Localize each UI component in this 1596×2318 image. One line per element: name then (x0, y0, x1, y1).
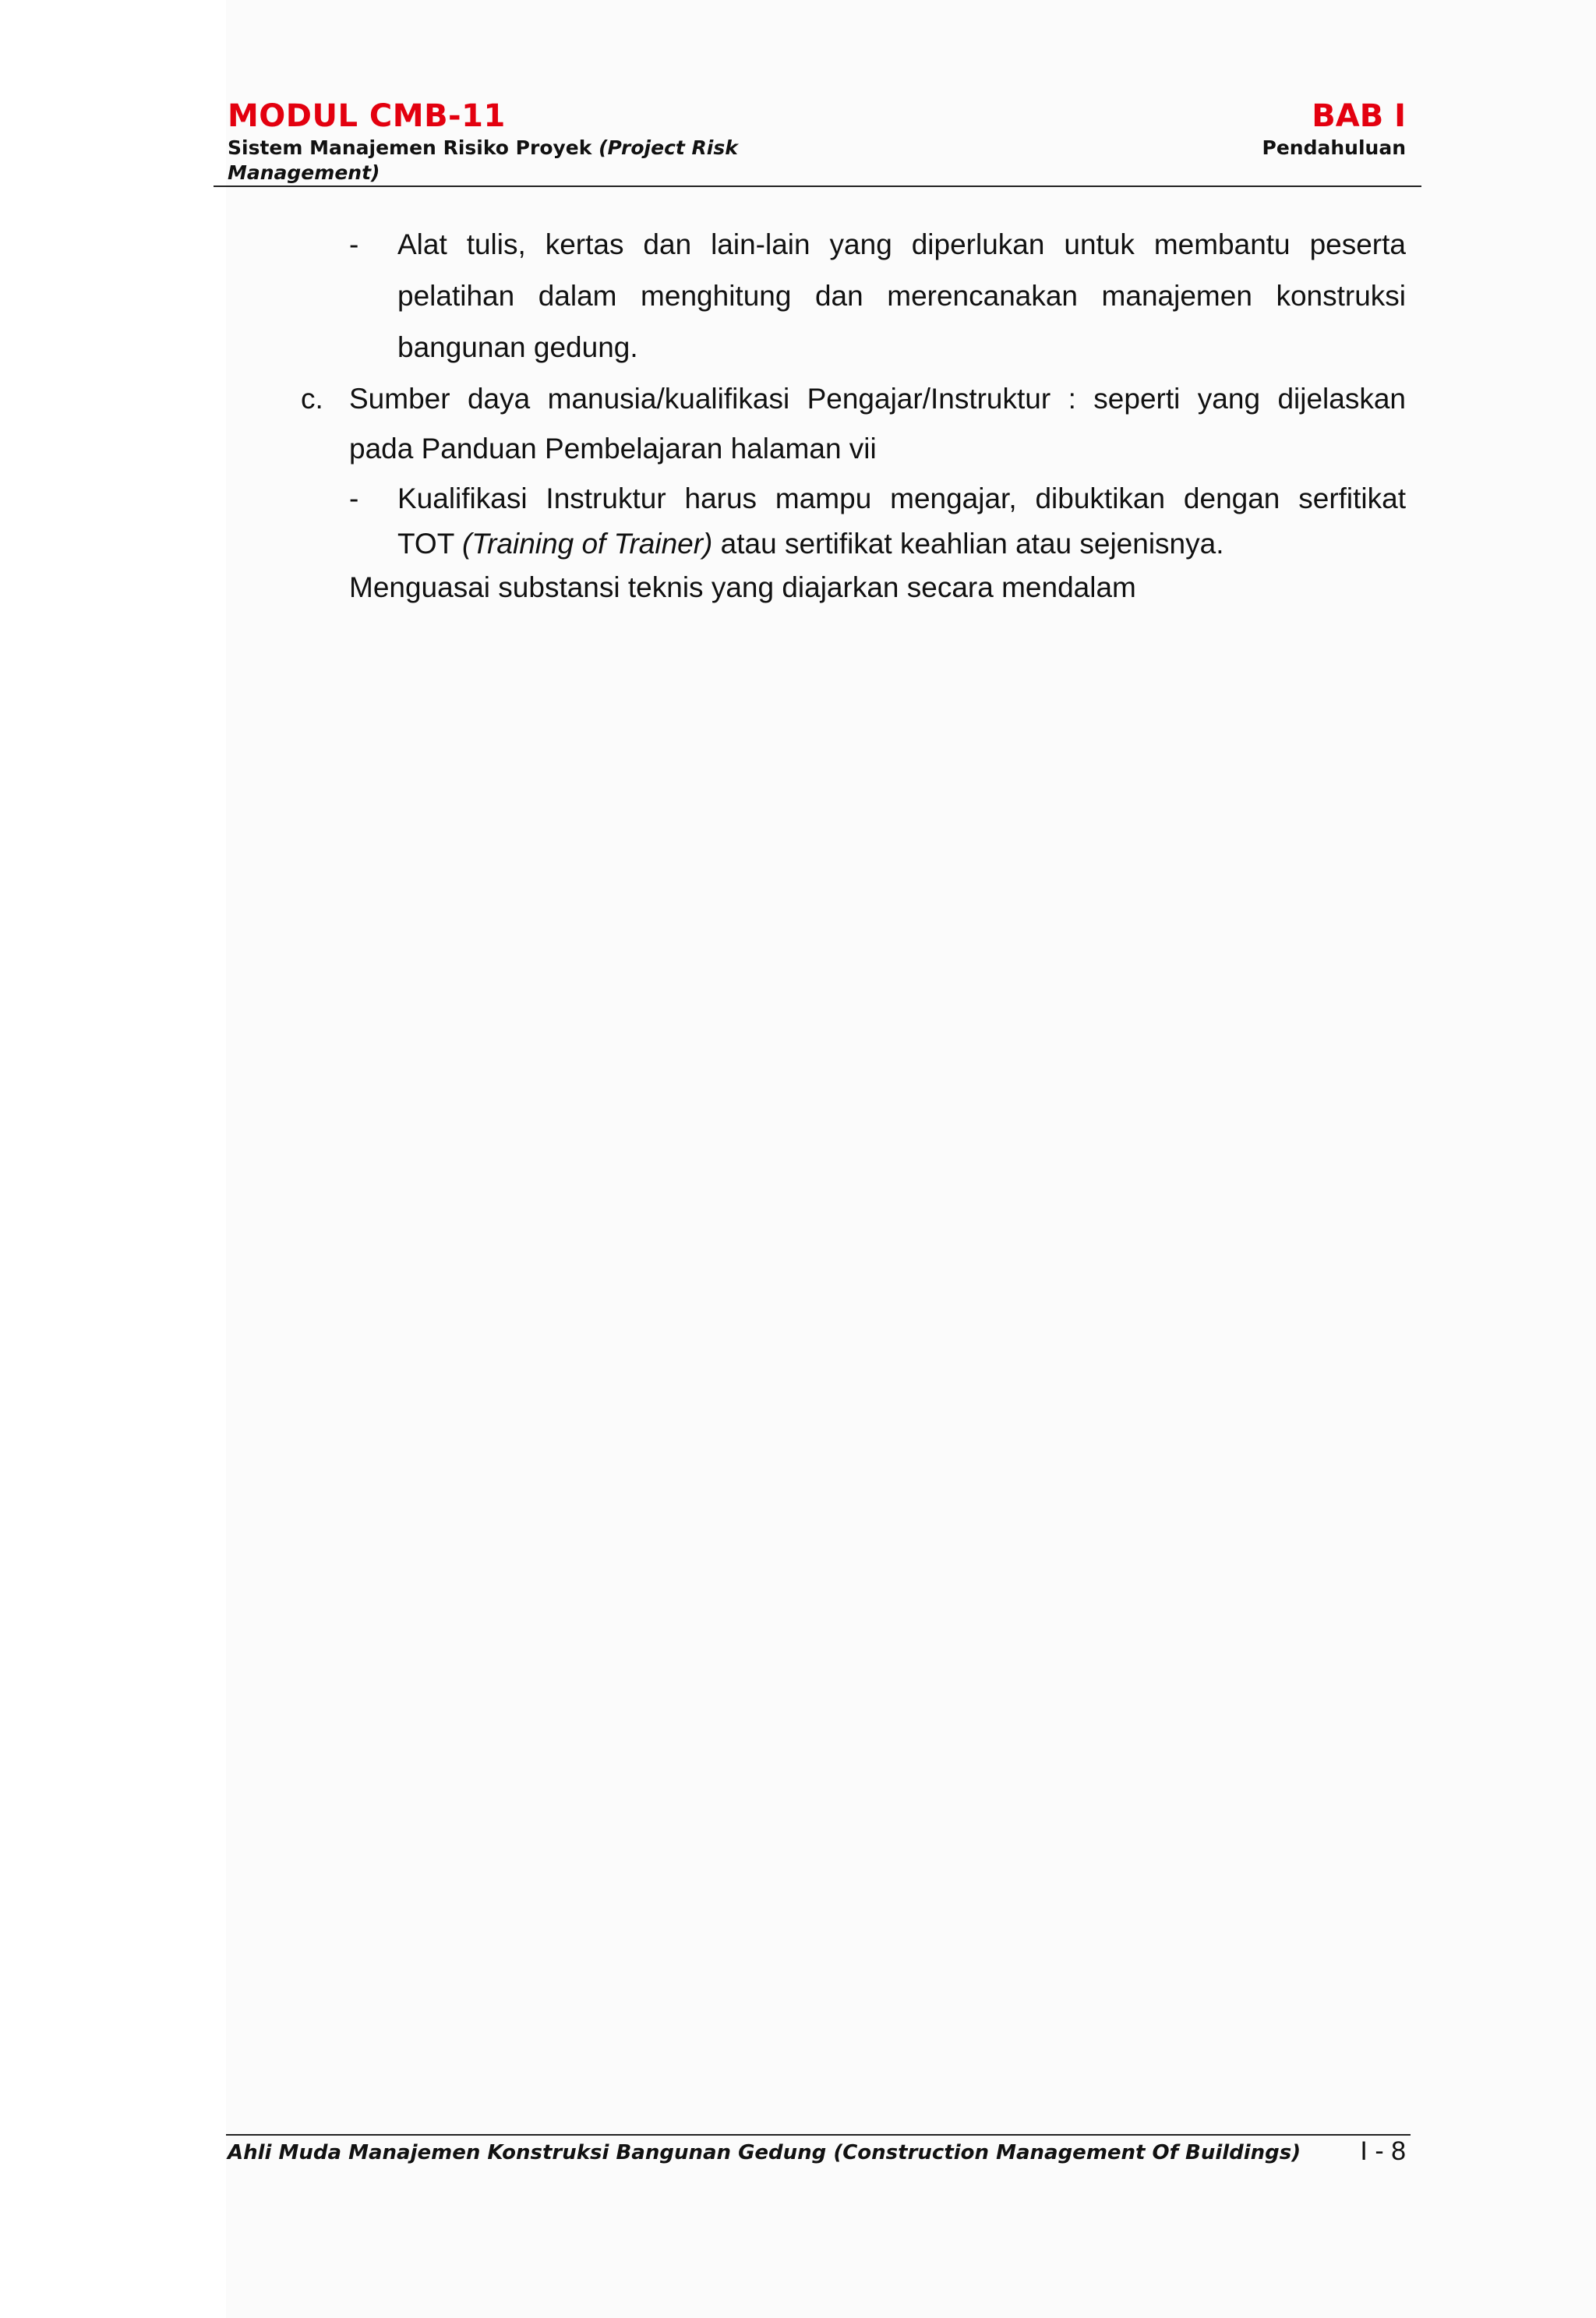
bullet-1-line-3: bangunan gedung. (397, 331, 638, 363)
bullet-dash-1: - (349, 228, 359, 260)
header-right (1016, 97, 1406, 161)
item-c-line-2: pada Panduan Pembelajaran halaman vii (349, 433, 877, 465)
module-subtitle (228, 136, 789, 186)
module-subtitle-italic: (Project Risk Management) (228, 136, 738, 184)
module-title: MODUL CMB-11 (228, 98, 506, 134)
bullet-2-line-2-post: atau sertifikat keahlian atau sejenisnya. (712, 528, 1224, 560)
chapter-subtitle: Pendahuluan (1262, 136, 1406, 159)
footer-text: Ahli Muda Manajemen Konstruksi Bangunan Gedung (Construction Management Of Buildings) (228, 2141, 1301, 2164)
page-number: I - 8 (1360, 2136, 1406, 2166)
header-divider (214, 186, 1421, 187)
bullet-2-line-1: Kualifikasi Instruktur harus mampu mengajar, dibuktikan dengan serfitikat (397, 482, 1406, 514)
item-c-line-1: Sumber daya manusia/kualifikasi Pengajar/Instruktur : seperti yang dijelaskan (349, 383, 1406, 415)
item-c-marker: c. (301, 383, 323, 415)
bullet-dash-2: - (349, 482, 359, 514)
module-subtitle-plain: Sistem Manajemen Risiko Proyek (228, 136, 599, 159)
chapter-title: BAB I (1312, 98, 1406, 134)
closing-line: Menguasai substansi teknis yang diajarkan secara mendalam (349, 571, 1136, 603)
bullet-1-line-1: Alat tulis, kertas dan lain-lain yang diperlukan untuk membantu peserta (397, 228, 1406, 260)
bullet-2-line-2-pre: TOT (397, 528, 462, 560)
bullet-2-line-2-italic: (Training of Trainer) (461, 528, 713, 560)
bullet-1-line-2: pelatihan dalam menghitung dan merencanakan manajemen konstruksi (397, 280, 1406, 312)
footer-divider (226, 2134, 1411, 2136)
header-left (228, 97, 1007, 186)
bullet-2-line-2 (397, 527, 1224, 561)
